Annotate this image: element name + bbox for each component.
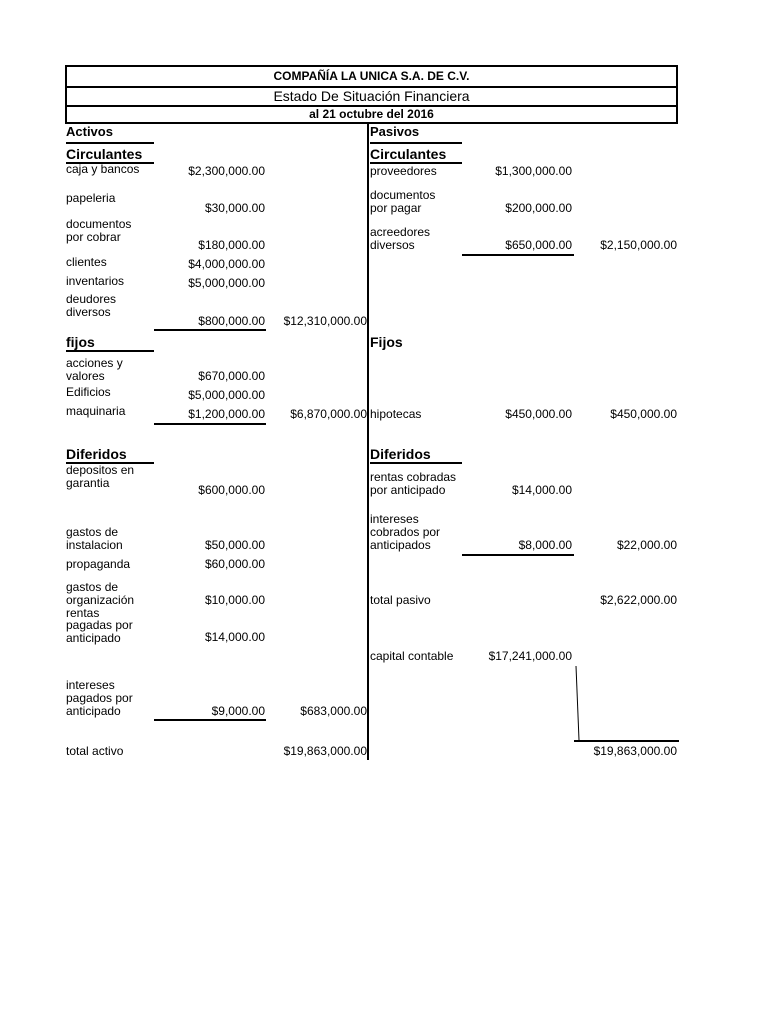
activos-fijos-title: fijos <box>66 334 95 350</box>
header-box <box>65 65 678 124</box>
total-pasivo-amount: $2,622,000.00 <box>600 593 677 607</box>
pasivo-label-proveedores: proveedores <box>370 164 437 178</box>
activo-amount-gastos-instalacion: $50,000.00 <box>204 538 265 552</box>
activo-amount-intereses-pagados: $9,000.00 <box>211 704 265 718</box>
activos-circulantes-sum-rule <box>154 329 266 331</box>
activo-amount-depositos: $600,000.00 <box>198 483 265 497</box>
activo-amount-edificios: $5,000,000.00 <box>188 388 265 402</box>
activo-label-acciones: acciones y valores <box>66 356 123 383</box>
pasivos-fijos-total: $450,000.00 <box>610 407 677 421</box>
pasivo-amount-intereses-cobrados: $8,000.00 <box>518 538 572 552</box>
activos-circulantes-title: Circulantes <box>66 146 143 162</box>
activo-label-inventarios: inventarios <box>66 274 125 288</box>
pasivos-diferidos-underline <box>370 462 462 464</box>
activo-amount-gastos-organizacion: $10,000.00 <box>204 593 265 607</box>
pasivo-label-documentos-pagar: documentos por pagar <box>370 188 436 215</box>
activo-label-deudores: deudores diversos <box>66 292 117 319</box>
activos-diferidos-sum-rule <box>154 719 266 721</box>
connector-line <box>570 664 586 744</box>
pasivo-amount-rentas-cobradas: $14,000.00 <box>511 483 572 497</box>
activo-label-gastos-organizacion: gastos de organización rentas <box>66 580 135 620</box>
activo-label-documentos-cobrar: documentos por cobrar <box>66 217 132 244</box>
activo-label-clientes: clientes <box>66 255 107 269</box>
activos-fijos-underline <box>66 350 154 352</box>
pasivo-label-hipotecas: hipotecas <box>370 407 422 421</box>
grand-total-rule <box>574 740 679 742</box>
activos-title-underline <box>66 142 154 144</box>
pasivo-amount-acreedores: $650,000.00 <box>505 238 572 252</box>
activos-diferidos-title: Diferidos <box>66 446 127 462</box>
statement-title: Estado De Situación Financiera <box>67 88 676 107</box>
pasivos-diferidos-total: $22,000.00 <box>616 538 677 552</box>
pasivo-amount-hipotecas: $450,000.00 <box>505 407 572 421</box>
activo-amount-clientes: $4,000,000.00 <box>188 257 265 271</box>
activo-amount-deudores: $800,000.00 <box>198 314 265 328</box>
statement-date: al 21 octubre del 2016 <box>309 107 434 121</box>
activo-label-propaganda: propaganda <box>66 557 131 571</box>
activo-label-maquinaria: maquinaria <box>66 404 126 418</box>
grand-total-amount: $19,863,000.00 <box>593 744 677 758</box>
total-activo-amount: $19,863,000.00 <box>283 744 367 758</box>
pasivo-amount-documentos-pagar: $200,000.00 <box>505 201 572 215</box>
pasivos-diferidos-title: Diferidos <box>370 446 431 462</box>
activos-circulantes-total: $12,310,000.00 <box>283 314 367 328</box>
pasivos-circulantes-total: $2,150,000.00 <box>600 238 677 252</box>
pasivos-diferidos-sum-rule <box>462 554 574 556</box>
activos-fijos-total: $6,870,000.00 <box>290 407 367 421</box>
total-pasivo-label: total pasivo <box>370 593 431 607</box>
column-divider <box>367 124 369 760</box>
capital-contable-amount: $17,241,000.00 <box>488 649 572 663</box>
pasivo-amount-proveedores: $1,300,000.00 <box>495 164 572 178</box>
activo-label-gastos-instalacion: gastos de instalacion <box>66 525 123 552</box>
activo-label-edificios: Edificios <box>66 385 111 399</box>
activo-amount-acciones: $670,000.00 <box>198 369 265 383</box>
activos-diferidos-total: $683,000.00 <box>300 704 367 718</box>
activos-fijos-sum-rule <box>154 423 266 425</box>
pasivos-title-underline <box>370 142 462 144</box>
pasivos-title: Pasivos <box>370 124 420 139</box>
activo-label-intereses-pagados: intereses pagados por anticipado <box>66 678 133 718</box>
capital-contable-label: capital contable <box>370 649 454 663</box>
pasivos-circulantes-sum-rule <box>462 254 574 256</box>
activo-amount-documentos-cobrar: $180,000.00 <box>198 238 265 252</box>
total-activo-label: total activo <box>66 744 124 758</box>
pasivo-label-rentas-cobradas: rentas cobradas por anticipado <box>370 470 457 497</box>
activo-amount-rentas-pagadas: $14,000.00 <box>204 630 265 644</box>
pasivo-label-intereses-cobrados: intereses cobrados por anticipados <box>370 512 441 552</box>
activo-label-papeleria: papeleria <box>66 191 116 205</box>
activo-amount-maquinaria: $1,200,000.00 <box>188 407 265 421</box>
activo-label-depositos: depositos en garantia <box>66 463 135 490</box>
pasivo-label-acreedores: acreedores diversos <box>370 225 431 252</box>
activos-title: Activos <box>66 124 113 139</box>
activo-amount-caja: $2,300,000.00 <box>188 164 265 178</box>
company-name: COMPAÑÍA LA UNICA S.A. DE C.V. <box>67 67 676 88</box>
activo-amount-papeleria: $30,000.00 <box>204 201 265 215</box>
activo-amount-propaganda: $60,000.00 <box>204 557 265 571</box>
activo-label-caja: caja y bancos <box>66 162 140 176</box>
pasivos-circulantes-title: Circulantes <box>370 146 447 162</box>
activo-amount-inventarios: $5,000,000.00 <box>188 276 265 290</box>
pasivos-fijos-title: Fijos <box>370 334 403 350</box>
activo-label-rentas-pagadas: pagadas por anticipado <box>66 618 133 645</box>
